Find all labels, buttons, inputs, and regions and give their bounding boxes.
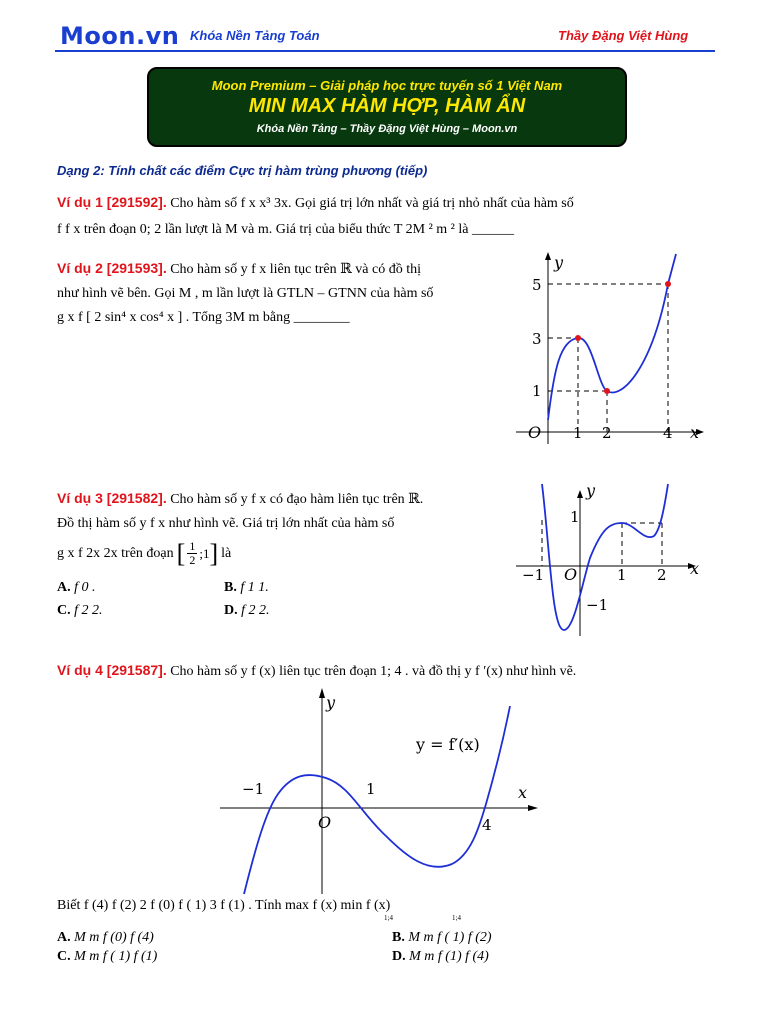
tick-1: 1 (366, 780, 376, 798)
origin-label: O (528, 423, 542, 442)
example-1-line1: Cho hàm số f x x³ 3x. Gọi giá trị lớn nhất và giá trị nhỏ nhất của hàm số (166, 196, 574, 211)
option-b[interactable]: B. M m f ( 1) f (2) (392, 930, 492, 945)
x-label: x (690, 559, 700, 578)
example-3-graph (512, 480, 712, 638)
teacher-name: Thầy Đặng Việt Hùng (558, 28, 689, 43)
ytick-neg1: −1 (586, 596, 609, 614)
point-max (575, 335, 581, 341)
curve-f (548, 254, 676, 420)
min-subscript: 1;4 (452, 914, 461, 922)
example-2-line2: như hình vẽ bên. Gọi M , m lần lượt là GTLN – GTNN của hàm số (57, 286, 434, 301)
example-2-line1: Cho hàm số y f x liên tục trên ℝ và có đồ thị (166, 262, 421, 277)
ytick-1: 1 (532, 382, 542, 400)
max-subscript: 1;4 (384, 914, 393, 922)
ytick-5: 5 (532, 276, 542, 294)
banner-subtitle: Khóa Nền Tảng – Thầy Đặng Việt Hùng – Moon.vn (256, 123, 518, 135)
y-label: y (554, 253, 564, 272)
x-label: x (518, 783, 528, 802)
example-4-label: Ví dụ 4 [291587]. (57, 662, 167, 678)
example-2-label: Ví dụ 2 [291593]. (57, 260, 167, 276)
option-d[interactable]: D. M m f (1) f (4) (392, 949, 489, 964)
origin-label: O (318, 813, 332, 832)
option-a[interactable]: A. f 0 . (57, 580, 96, 595)
example-3-line3-end: là (221, 545, 232, 561)
interval-num: 1 (189, 539, 196, 553)
ytick-3: 3 (532, 330, 542, 348)
example-4-graph (220, 686, 540, 896)
example-1 (57, 190, 717, 242)
interval-end: ;1 (199, 545, 210, 561)
option-a[interactable]: A. M m f (0) f (4) (57, 930, 154, 945)
example-2-graph (512, 250, 712, 446)
header-divider (55, 50, 715, 52)
example-3-label: Ví dụ 3 [291582]. (57, 490, 167, 506)
y-label: y (326, 693, 336, 712)
example-4-line2: Biết f (4) f (2) 2 f (0) f ( 1) 3 f (1) . Tính max f (x) min f (x) (57, 898, 391, 913)
ytick-1: 1 (570, 508, 580, 526)
site-logo[interactable]: Moon.vn (60, 22, 180, 50)
function-label: y = f′(x) (416, 735, 480, 754)
tick-2: 2 (657, 566, 667, 584)
example-3-line2: Đồ thị hàm số y f x như hình vẽ. Giá trị lớn nhất của hàm số (57, 516, 395, 531)
tick-4: 4 (482, 816, 492, 834)
option-c[interactable]: C. f 2 2. (57, 603, 103, 618)
example-4 (57, 658, 737, 684)
origin-label: O (564, 565, 578, 584)
example-1-line2: f f x trên đoạn 0; 2 lần lượt là M và m. Giá trị của biểu thức T 2M ² m ² là ______ (57, 222, 514, 237)
example-3-line1: Cho hàm số y f x có đạo hàm liên tục trên ℝ. (166, 492, 424, 507)
title-banner (147, 67, 627, 147)
x-label: x (690, 423, 700, 442)
tick-1: 1 (573, 424, 583, 442)
tick-neg1: −1 (242, 780, 265, 798)
example-2-line3: g x f [ 2 sin⁴ x cos⁴ x ] . Tổng 3M m bằng ________ (57, 310, 350, 325)
option-d[interactable]: D. f 2 2. (224, 603, 270, 618)
example-1-label: Ví dụ 1 [291592]. (57, 194, 167, 210)
example-2 (57, 256, 507, 330)
option-b[interactable]: B. f 1 1. (224, 580, 269, 595)
tick-2: 2 (602, 424, 612, 442)
y-label: y (586, 481, 596, 500)
example-4-line1: Cho hàm số y f (x) liên tục trên đoạn 1; 4 . và đồ thị y f ′(x) như hình vẽ. (166, 664, 577, 679)
interval-den: 2 (189, 553, 196, 567)
tick-1: 1 (617, 566, 627, 584)
point-end (665, 281, 671, 287)
section-heading: Dạng 2: Tính chất các điểm Cực trị hàm trùng phương (tiếp) (57, 163, 428, 178)
example-3-line3: g x f 2x 2x trên đoạn (57, 545, 174, 561)
banner-title: MIN MAX HÀM HỢP, HÀM ẨN (248, 95, 526, 117)
tick-4: 4 (663, 424, 673, 442)
example-4-given (57, 894, 737, 918)
tick-neg1: −1 (522, 566, 545, 584)
interval: [ $\frac{1}{2}$ ;1 ] (176, 538, 219, 568)
banner-tagline: Moon Premium – Giải pháp học trực tuyến số 1 Việt Nam (211, 78, 563, 93)
option-c[interactable]: C. M m f ( 1) f (1) (57, 949, 158, 964)
point-min (604, 388, 610, 394)
course-name: Khóa Nền Tảng Toán (190, 28, 320, 43)
example-3 (57, 486, 507, 567)
